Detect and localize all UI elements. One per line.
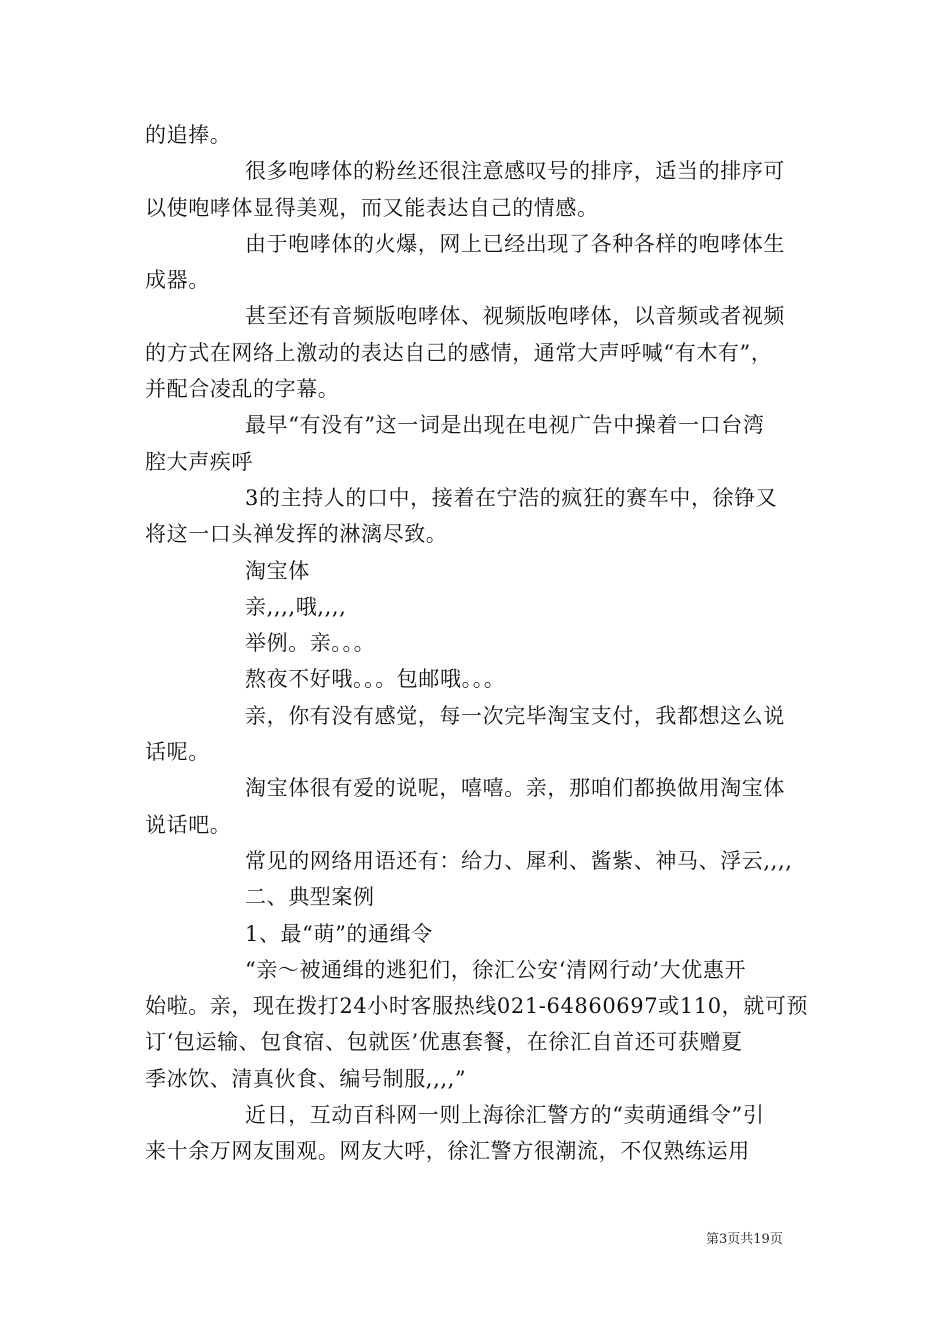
text-line: 很多咆哮体的粉丝还很注意感叹号的排序，适当的排序可 — [245, 159, 785, 184]
text-line: 的方式在网络上激动的表达自己的感情，通常大声呼喊“有木有”， — [145, 340, 773, 365]
text-line: 来十余万网友围观。网友大呼，徐汇警方很潮流，不仅熟练运用 — [145, 1139, 750, 1164]
text-line: 最早“有没有”这一词是出现在电视广告中操着一口台湾 — [245, 413, 765, 438]
text-line: 始啦。亲，现在拨打24小时客服热线021-64860697或110，就可预 — [145, 994, 809, 1019]
text-line: 说话吧。 — [145, 812, 232, 837]
text-line: 3的主持人的口中，接着在宁浩的疯狂的赛车中，徐铮又 — [245, 485, 778, 510]
text-line: 由于咆哮体的火爆，网上已经出现了各种各样的咆哮体生 — [245, 231, 785, 256]
text-line: 以使咆哮体显得美观，而又能表达自己的情感。 — [145, 195, 599, 220]
text-line: 腔大声疾呼 — [145, 449, 253, 474]
text-line: 熬夜不好哦。。。包邮哦。。。 — [245, 667, 506, 692]
body-text — [145, 117, 810, 1170]
text-line: 亲,,,,哦,,,, — [245, 594, 347, 619]
text-line: “亲～被通缉的逃犯们，徐汇公安‘清网行动’大优惠开 — [245, 957, 747, 982]
text-line: 举例。亲。。。 — [245, 631, 376, 656]
text-line: 话呢。 — [145, 740, 210, 765]
text-line: 并配合凌乱的字幕。 — [145, 377, 340, 402]
text-line: 将这一口头禅发挥的淋漓尽致。 — [145, 522, 448, 547]
text-line: 甚至还有音频版咆哮体、视频版咆哮体，以音频或者视频 — [245, 304, 785, 329]
text-line: 1、最“萌”的通缉令 — [245, 921, 433, 946]
text-line: 成器。 — [145, 268, 210, 293]
text-line: 季冰饮、清真伙食、编号制服,,,,” — [145, 1066, 467, 1091]
text-line: 常见的网络用语还有：给力、犀利、酱紫、神马、浮云,,,, — [245, 848, 793, 873]
text-line: 近日，互动百科网一则上海徐汇警方的“卖萌通缉令”引 — [245, 1103, 765, 1128]
text-line: 订‘包运输、包食宿、包就医’优惠套餐，在徐汇自首还可获赠夏 — [145, 1030, 743, 1055]
text-line: 的追捧。 — [145, 123, 232, 147]
text-line: 二、典型案例 — [245, 885, 375, 910]
text-line: 淘宝体 — [245, 558, 310, 583]
page-footer: 第3页共19页 — [706, 1232, 783, 1247]
text-line: 淘宝体很有爱的说呢，嘻嘻。亲，那咱们都换做用淘宝体 — [245, 776, 785, 801]
text-line: 亲，你有没有感觉，每一次完毕淘宝支付，我都想这么说 — [245, 703, 785, 728]
